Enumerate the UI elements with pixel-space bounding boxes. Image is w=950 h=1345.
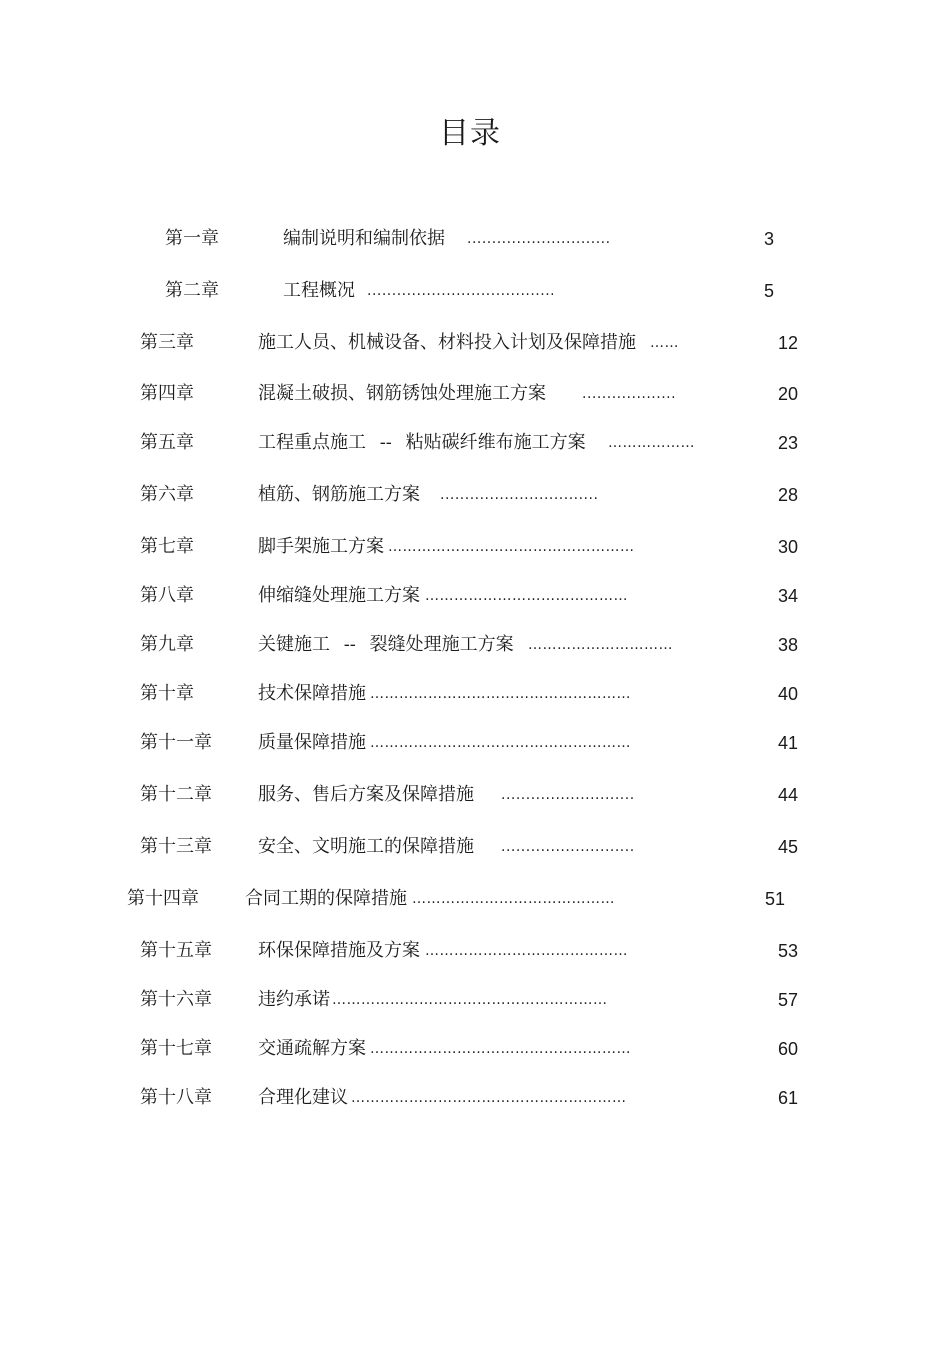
chapter-number: 第三章 xyxy=(140,332,194,353)
chapter-title: 关键施工 -- 裂缝处理施工方案 xyxy=(258,634,514,655)
dot-leader: ……………………………………………… xyxy=(370,1041,631,1057)
chapter-number: 第二章 xyxy=(165,280,219,301)
chapter-number: 第十八章 xyxy=(140,1087,212,1108)
chapter-number: 第十四章 xyxy=(127,888,199,909)
chapter-title: 违约承诺 xyxy=(258,989,330,1010)
page-number: 57 xyxy=(778,990,799,1010)
page-number: 28 xyxy=(778,485,799,505)
chapter-number: 第五章 xyxy=(140,432,194,453)
dot-leader: ............................. xyxy=(467,231,611,247)
chapter-number: 第十七章 xyxy=(140,1038,212,1059)
dot-leader: ........................... xyxy=(501,787,635,803)
chapter-number: 第九章 xyxy=(140,634,194,655)
page-number: 30 xyxy=(778,537,799,557)
chapter-number: 第七章 xyxy=(140,536,194,557)
chapter-number: 第十二章 xyxy=(140,784,212,805)
dot-leader: ................... xyxy=(582,386,677,402)
chapter-title: 交通疏解方案 xyxy=(258,1038,366,1059)
dot-leader: ……………………………………………… xyxy=(370,735,631,751)
chapter-number: 第十三章 xyxy=(140,836,212,857)
page-number: 12 xyxy=(778,333,799,353)
dot-leader: …… xyxy=(650,335,679,351)
chapter-number: 第十章 xyxy=(140,683,194,704)
page-number: 51 xyxy=(765,889,786,909)
dot-leader: ……………… xyxy=(608,435,695,451)
chapter-title: 工程重点施工 -- 粘贴碳纤维布施工方案 xyxy=(258,432,586,453)
chapter-number: 第十五章 xyxy=(140,940,212,961)
page-number: 38 xyxy=(778,635,799,655)
chapter-number: 第一章 xyxy=(165,228,219,249)
page-number: 61 xyxy=(778,1088,799,1108)
chapter-title: 安全、文明施工的保障措施 xyxy=(258,836,474,857)
page-number: 41 xyxy=(778,733,799,753)
chapter-title: 混凝土破损、钢筋锈蚀处理施工方案 xyxy=(258,383,546,404)
chapter-title: 植筋、钢筋施工方案 xyxy=(258,484,420,505)
dot-leader: …………………………………… xyxy=(425,943,628,959)
chapter-title: 技术保障措施 xyxy=(258,683,366,704)
page-number: 60 xyxy=(778,1039,799,1059)
chapter-title: 施工人员、机械设备、材料投入计划及保障措施 xyxy=(258,332,636,353)
dot-leader: ………………………………………………… xyxy=(332,992,608,1008)
chapter-title: 合同工期的保障措施 xyxy=(245,888,407,909)
page-number: 40 xyxy=(778,684,799,704)
dot-leader: ……………………………………………… xyxy=(370,686,631,702)
chapter-number: 第八章 xyxy=(140,585,194,606)
chapter-title: 合理化建议 xyxy=(258,1087,348,1108)
dot-leader: ………………………………………………… xyxy=(351,1090,627,1106)
chapter-number: 第十六章 xyxy=(140,989,212,1010)
chapter-title: 工程概况 xyxy=(283,280,355,301)
chapter-title: 服务、售后方案及保障措施 xyxy=(258,784,474,805)
page-number: 44 xyxy=(778,785,799,805)
dot-leader: ................................ xyxy=(440,487,599,503)
dot-leader: ………………………… xyxy=(528,637,673,653)
page-number: 45 xyxy=(778,837,799,857)
chapter-title: 伸缩缝处理施工方案 xyxy=(258,585,420,606)
page-number: 5 xyxy=(764,281,775,301)
dot-leader: …………………………………… xyxy=(425,588,628,604)
page-number: 20 xyxy=(778,384,799,404)
dot-leader: ........................... xyxy=(501,839,635,855)
page-number: 34 xyxy=(778,586,799,606)
page-title: 目录 xyxy=(439,116,501,151)
chapter-title: 脚手架施工方案 xyxy=(258,536,384,557)
chapter-number: 第六章 xyxy=(140,484,194,505)
dot-leader: …………………………………………… xyxy=(388,539,635,555)
chapter-title: 质量保障措施 xyxy=(258,732,366,753)
chapter-number: 第四章 xyxy=(140,383,194,404)
page-number: 3 xyxy=(764,229,775,249)
chapter-title: 编制说明和编制依据 xyxy=(283,228,445,249)
page-number: 53 xyxy=(778,941,799,961)
chapter-title: 环保保障措施及方案 xyxy=(258,940,420,961)
dot-leader: ...................................... xyxy=(367,283,556,299)
dot-leader: …………………………………… xyxy=(412,891,615,907)
page-number: 23 xyxy=(778,433,799,453)
chapter-number: 第十一章 xyxy=(140,732,212,753)
